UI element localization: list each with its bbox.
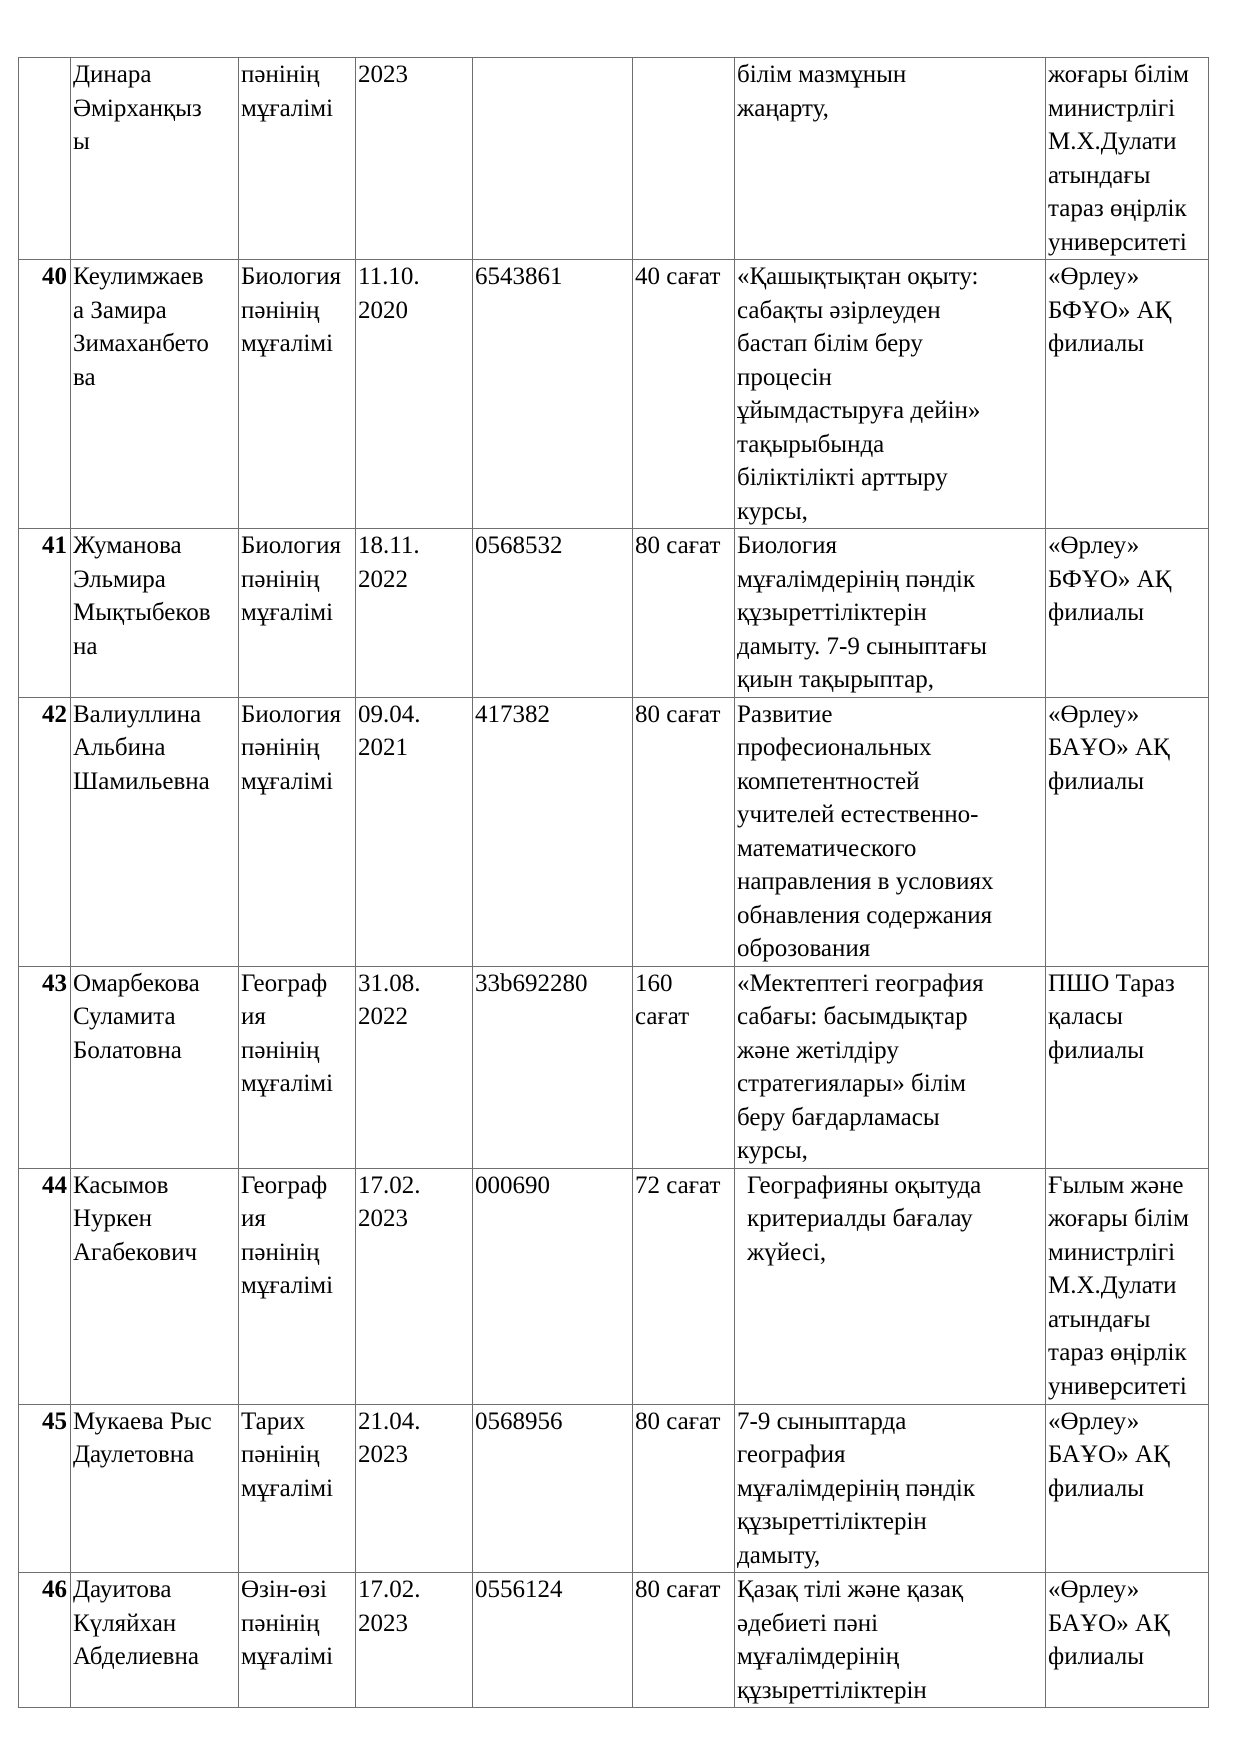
course-hours: 72 сағат [633,1168,735,1404]
teacher-position: Өзін-өзі пәнінің мұғалімі [239,1573,356,1708]
certificate-number: 0568956 [473,1404,633,1573]
course-hours [633,58,735,260]
table-row [19,1168,1209,1404]
course-date: 31.08. 2022 [356,966,473,1168]
teacher-position: Тарих пәнінің мұғалімі [239,1404,356,1573]
table-row [19,529,1209,698]
teacher-name: Жуманова Эльмира Мықтыбеков на [71,529,239,698]
courses-table [18,57,1209,1708]
course-organization: «Өрлеу» БАҰО» АҚ филиалы [1046,1573,1209,1708]
row-number: 42 [19,697,71,966]
certificate-number: 0568532 [473,529,633,698]
course-title: Қазақ тілі және қазақ әдебиеті пәні мұғалімдерінің құзыреттіліктерін [735,1573,1046,1708]
course-date: 17.02. 2023 [356,1573,473,1708]
certificate-number: 000690 [473,1168,633,1404]
row-number: 40 [19,260,71,529]
course-title: Развитие професиональных компетентностей учителей естественно- математического направления в условиях обнавления содержания оброзования [735,697,1046,966]
row-number: 41 [19,529,71,698]
course-hours: 80 сағат [633,1573,735,1708]
course-title: білім мазмұнын жаңарту, [735,58,1046,260]
teacher-name: Омарбекова Суламита Болатовна [71,966,239,1168]
course-hours: 160 сағат [633,966,735,1168]
teacher-position: Географ ия пәнінің мұғалімі [239,1168,356,1404]
course-hours: 80 сағат [633,1404,735,1573]
teacher-name: Валиуллина Альбина Шамильевна [71,697,239,966]
table-row [19,697,1209,966]
course-title: Биология мұғалімдерінің пәндік құзыреттіліктерін дамыту. 7-9 сыныптағы қиын тақырыптар, [735,529,1046,698]
row-number: 46 [19,1573,71,1708]
row-number: 44 [19,1168,71,1404]
course-organization: Ғылым және жоғары білім министрлігі М.Х.Дулати атындағы тараз өңірлік университеті [1046,1168,1209,1404]
course-date: 11.10. 2020 [356,260,473,529]
course-organization: ПШО Тараз қаласы филиалы [1046,966,1209,1168]
row-number: 43 [19,966,71,1168]
certificate-number: 6543861 [473,260,633,529]
course-title: «Қашықтықтан оқыту: сабақты әзірлеуден бастап білім беру процесін ұйымдастыруға дейін» тақырыбында біліктілікті арттыру курсы, [735,260,1046,529]
teacher-name: Мукаева Рыс Даулетовна [71,1404,239,1573]
teacher-position: Биология пәнінің мұғалімі [239,260,356,529]
course-title: «Мектептегі география сабағы: басымдықтар және жетілдіру стратегиялары» білім беру бағдарламасы курсы, [735,966,1046,1168]
certificate-number [473,58,633,260]
teacher-name: Дауитова Күляйхан Абделиевна [71,1573,239,1708]
teacher-position: Географ ия пәнінің мұғалімі [239,966,356,1168]
certificate-number: 417382 [473,697,633,966]
teacher-position: Биология пәнінің мұғалімі [239,697,356,966]
row-number [19,58,71,260]
table-row [19,1573,1209,1708]
teacher-position: Биология пәнінің мұғалімі [239,529,356,698]
teacher-name: Динара Әмірханқыз ы [71,58,239,260]
table-row [19,58,1209,260]
certificate-number: 33b692280 [473,966,633,1168]
course-title: 7-9 сыныптарда география мұғалімдерінің пәндік құзыреттіліктерін дамыту, [735,1404,1046,1573]
course-organization: «Өрлеу» БАҰО» АҚ филиалы [1046,697,1209,966]
course-date: 18.11. 2022 [356,529,473,698]
course-date: 21.04. 2023 [356,1404,473,1573]
table-row [19,1404,1209,1573]
course-hours: 40 сағат [633,260,735,529]
table-row [19,260,1209,529]
row-number: 45 [19,1404,71,1573]
teacher-name: Касымов Нуркен Агабекович [71,1168,239,1404]
course-organization: жоғары білім министрлігі М.Х.Дулати атындағы тараз өңірлік университеті [1046,58,1209,260]
course-hours: 80 сағат [633,697,735,966]
teacher-position: пәнінің мұғалімі [239,58,356,260]
course-hours: 80 сағат [633,529,735,698]
course-date: 2023 [356,58,473,260]
teacher-name: Кеулимжаев а Замира Зимаханбето ва [71,260,239,529]
course-organization: «Өрлеу» БФҰО» АҚ филиалы [1046,529,1209,698]
course-title: Географияны оқытуда критериалды бағалау жүйесі, [735,1168,1046,1404]
certificate-number: 0556124 [473,1573,633,1708]
table-row [19,966,1209,1168]
course-organization: «Өрлеу» БФҰО» АҚ филиалы [1046,260,1209,529]
course-organization: «Өрлеу» БАҰО» АҚ филиалы [1046,1404,1209,1573]
course-date: 09.04. 2021 [356,697,473,966]
course-date: 17.02. 2023 [356,1168,473,1404]
